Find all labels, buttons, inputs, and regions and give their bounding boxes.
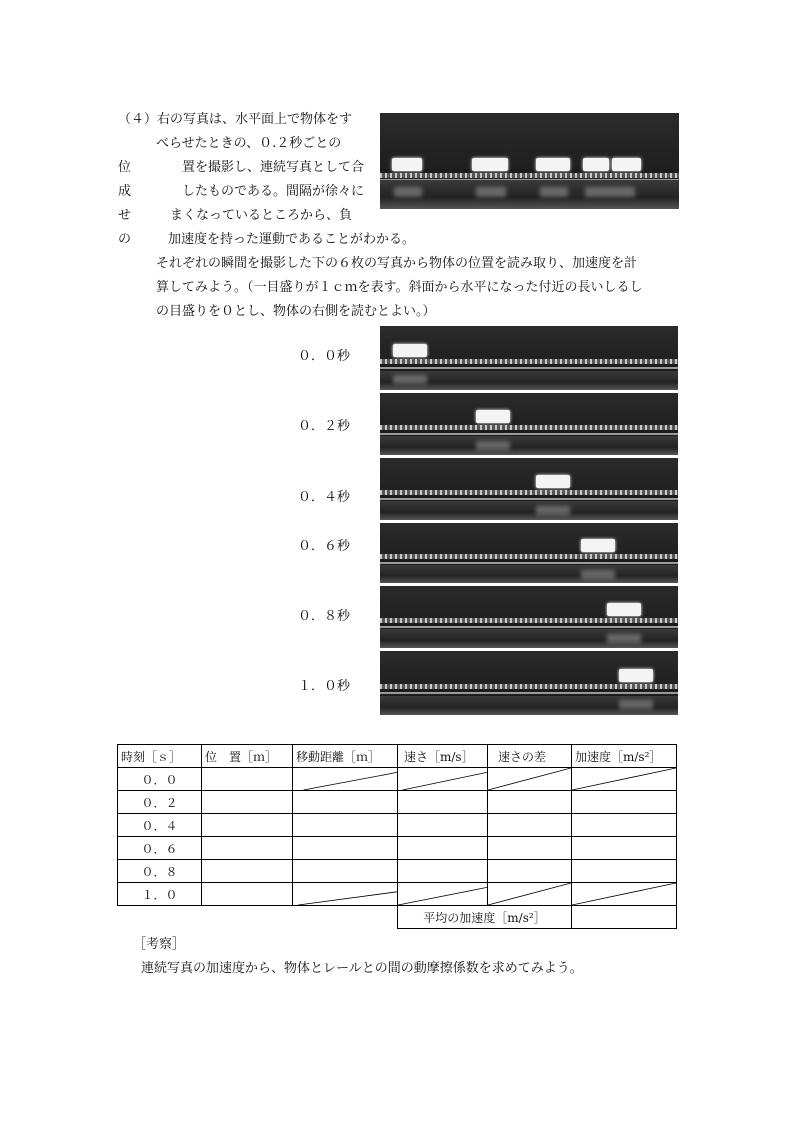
speed-cell — [398, 883, 488, 906]
intro-line-4: したものである。間隔が徐々に — [182, 184, 365, 199]
intro-line-6: 加速度を持った運動であることがわかる。 — [168, 232, 416, 247]
intro-line-5: まくなっているところから、負 — [170, 208, 353, 223]
header-time: 時刻［ｓ］ — [118, 745, 202, 768]
speed-diff-cell — [488, 883, 572, 906]
photo-label-2: ０．４秒 — [298, 490, 351, 505]
distance-cell — [293, 883, 398, 906]
header-acceleration: 加速度［m/s²］ — [572, 745, 677, 768]
speed-diff-cell — [488, 768, 572, 791]
time-cell: ０．８ — [118, 860, 202, 883]
intro-line-3-lead: 位 — [118, 160, 132, 175]
composite-photo — [380, 113, 679, 209]
blank-cell — [202, 906, 293, 929]
header-distance: 移動距離［ｍ］ — [293, 745, 398, 768]
speed-input-cell[interactable] — [398, 814, 488, 837]
intro-line-8: 算してみよう。（一目盛りが１ｃｍを表す。斜面から水平になった付近の長いしるし — [156, 280, 643, 295]
blank-cell — [293, 906, 398, 929]
speed-diff-input-cell[interactable] — [488, 814, 572, 837]
intro-line-5-lead: せ — [118, 208, 132, 223]
sliding-block — [619, 669, 653, 682]
photo-label-3: ０．６秒 — [298, 539, 351, 554]
time-cell: ０．６ — [118, 837, 202, 860]
speed-cell — [398, 768, 488, 791]
intro-line-4-lead: 成 — [118, 184, 132, 199]
consideration-text: 連続写真の加速度から、物体とレールとの間の動摩擦係数を求めてみよう。 — [141, 961, 583, 976]
acceleration-cell — [572, 883, 677, 906]
time-cell: ０．２ — [118, 791, 202, 814]
sliding-block — [393, 344, 427, 357]
position-input-cell[interactable] — [202, 791, 293, 814]
measurement-table — [117, 744, 677, 929]
blank-cell — [118, 906, 202, 929]
sliding-block — [581, 539, 615, 552]
distance-input-cell[interactable] — [293, 837, 398, 860]
speed-input-cell[interactable] — [398, 837, 488, 860]
intro-line-6-lead: の — [118, 232, 132, 247]
intro-line-9: の目盛りを０とし、物体の右側を読むとよい。） — [156, 304, 436, 319]
position-input-cell[interactable] — [202, 837, 293, 860]
position-input-cell[interactable] — [202, 883, 293, 906]
sliding-block — [476, 410, 510, 423]
acceleration-cell — [572, 768, 677, 791]
position-input-cell[interactable] — [202, 860, 293, 883]
consideration-heading: ［考察］ — [133, 937, 186, 952]
distance-cell — [293, 768, 398, 791]
speed-diff-input-cell[interactable] — [488, 791, 572, 814]
speed-input-cell[interactable] — [398, 791, 488, 814]
photo-frame-1 — [380, 393, 678, 455]
photo-frame-5 — [380, 651, 678, 715]
sliding-block — [607, 603, 641, 616]
distance-input-cell[interactable] — [293, 814, 398, 837]
position-input-cell[interactable] — [202, 814, 293, 837]
time-cell: ０．０ — [118, 768, 202, 791]
position-input-cell[interactable] — [202, 768, 293, 791]
average-acceleration-label: 平均の加速度［m/s²］ — [398, 906, 572, 929]
time-cell: １．０ — [118, 883, 202, 906]
intro-line-2: べらせたときの、０.２秒ごとの — [156, 136, 342, 151]
photo-label-1: ０．２秒 — [298, 419, 351, 434]
speed-diff-input-cell[interactable] — [488, 837, 572, 860]
header-position: 位 置［ｍ］ — [202, 745, 293, 768]
distance-input-cell[interactable] — [293, 791, 398, 814]
photo-frame-3 — [380, 523, 678, 583]
intro-line-3: 置を撮影し、連続写真として合 — [182, 160, 365, 175]
speed-diff-input-cell[interactable] — [488, 860, 572, 883]
acceleration-input-cell[interactable] — [572, 837, 677, 860]
acceleration-input-cell[interactable] — [572, 791, 677, 814]
photo-label-0: ０．０秒 — [298, 349, 351, 364]
acceleration-input-cell[interactable] — [572, 860, 677, 883]
header-speed-diff: 速さの差 — [488, 745, 572, 768]
photo-frame-0 — [380, 326, 678, 390]
distance-input-cell[interactable] — [293, 860, 398, 883]
sliding-block — [536, 475, 570, 488]
acceleration-input-cell[interactable] — [572, 814, 677, 837]
intro-line-7: それぞれの瞬間を撮影した下の６枚の写真から物体の位置を読み取り、加速度を計 — [156, 256, 638, 271]
time-cell: ０．４ — [118, 814, 202, 837]
speed-input-cell[interactable] — [398, 860, 488, 883]
intro-line-1: （４）右の写真は、水平面上で物体をす — [118, 112, 353, 127]
photo-frame-4 — [380, 586, 678, 648]
photo-label-4: ０．８秒 — [298, 609, 351, 624]
average-acceleration-input-cell[interactable] — [572, 906, 677, 929]
photo-label-5: １．０秒 — [298, 679, 351, 694]
photo-frame-2 — [380, 458, 678, 520]
header-speed: 速さ［m/s］ — [398, 745, 488, 768]
